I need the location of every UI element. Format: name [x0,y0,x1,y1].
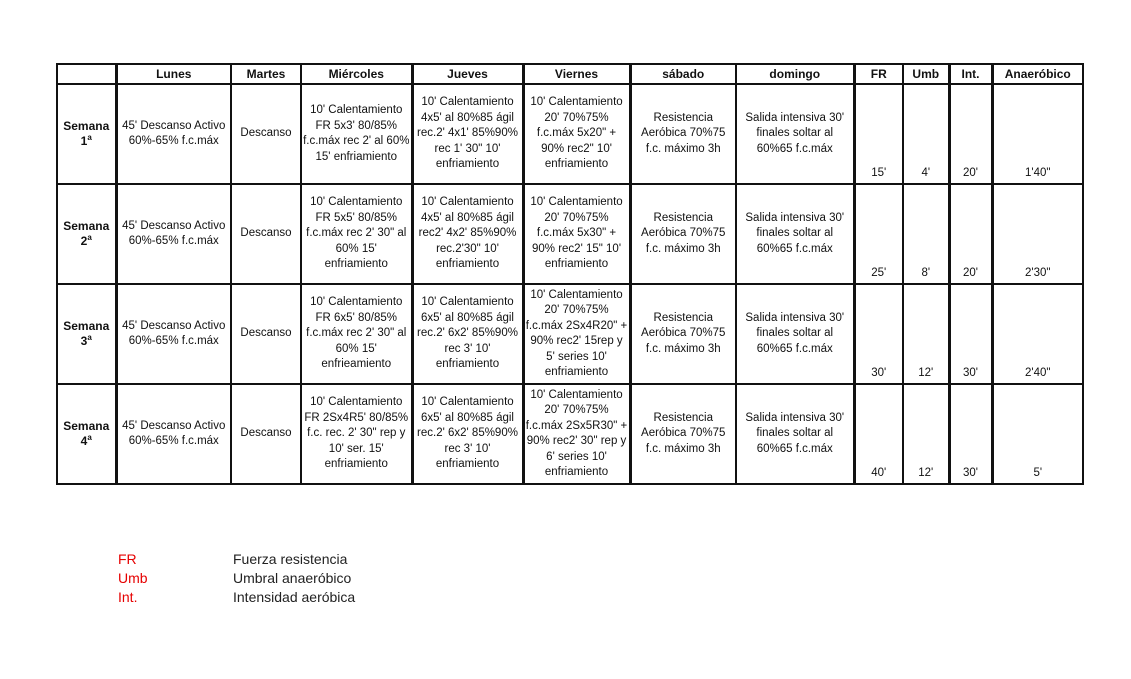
week-label-cell [57,384,116,484]
header-fr: FR [854,64,903,84]
header-jueves: Jueves [412,64,523,84]
table-row [57,84,1083,184]
cell-fr: 25' [854,184,903,284]
cell-martes: Descanso [231,284,301,384]
header-miercoles: Miércoles [301,64,412,84]
training-plan-table [56,63,1084,485]
header-umb: Umb [903,64,949,84]
legend-item [118,569,355,588]
header-corner [57,64,116,84]
header-int: Int. [949,64,992,84]
cell-umb: 12' [903,384,949,484]
cell-jueves: 10' Calentamiento 6x5' al 80%85 ágil rec.2' 6x2' 85%90% rec 3' 10' enfriamiento [412,384,523,484]
cell-domingo: Salida intensiva 30' finales soltar al 60%65 f.c.máx [736,184,854,284]
legend-item [118,550,355,569]
legend-key: Umb [118,570,148,586]
cell-umb: 12' [903,284,949,384]
cell-lunes: 45' Descanso Activo 60%-65% f.c.máx [116,84,231,184]
cell-lunes: 45' Descanso Activo 60%-65% f.c.máx [116,384,231,484]
cell-jueves: 10' Calentamiento 4x5' al 80%85 ágil rec2' 4x2' 85%90% rec.2'30" 10' enfriamiento [412,184,523,284]
cell-umb: 4' [903,84,949,184]
cell-fr: 30' [854,284,903,384]
cell-martes: Descanso [231,84,301,184]
cell-jueves: 10' Calentamiento 4x5' al 80%85 ágil rec.2' 4x1' 85%90% rec 1' 30" 10' enfriamiento [412,84,523,184]
cell-viernes: 10' Calentamiento 20' 70%75% f.c.máx 5x20" + 90% rec2" 10' enfriamiento [523,84,630,184]
cell-int: 20' [949,84,992,184]
legend-key: Int. [118,589,138,605]
cell-int: 30' [949,284,992,384]
legend-value: Fuerza resistencia [233,551,348,567]
week-number: 1 [80,134,88,148]
cell-int: 30' [949,384,992,484]
header-martes: Martes [231,64,301,84]
legend [118,550,355,607]
week-number: 3 [80,334,88,348]
cell-anaerobico: 1'40" [992,84,1083,184]
legend-key: FR [118,551,137,567]
header-domingo: domingo [736,64,854,84]
cell-viernes: 10' Calentamiento 20' 70%75% f.c.máx 5x30" + 90% rec2' 15" 10' enfriamiento [523,184,630,284]
legend-value: Umbral anaeróbico [233,570,352,586]
cell-anaerobico: 2'40" [992,284,1083,384]
cell-viernes: 10' Calentamiento 20' 70%75% f.c.máx 2Sx5R30" + 90% rec2' 30" rep y 6' series 10' enfriamiento [523,384,630,484]
table-row [57,184,1083,284]
week-label-cell [57,184,116,284]
cell-jueves: 10' Calentamiento 6x5' al 80%85 ágil rec.2' 6x2' 85%90% rec 3' 10' enfriamiento [412,284,523,384]
week-label-cell [57,84,116,184]
legend-value: Intensidad aeróbica [233,589,356,605]
week-ordinal: a [87,133,92,142]
header-sabado: sábado [630,64,736,84]
cell-anaerobico: 5' [992,384,1083,484]
week-ordinal: a [87,433,92,442]
cell-viernes: 10' Calentamiento 20' 70%75% f.c.máx 2Sx4R20" + 90% rec2' 15rep y 5' series 10' enfriamiento [523,284,630,384]
legend-item [118,588,355,607]
week-label: Semana [63,119,110,133]
table-row [57,284,1083,384]
week-ordinal: a [87,333,92,342]
cell-miercoles: 10' Calentamiento FR 5x3' 80/85% f.c.máx rec 2' al 60% 15' enfriamiento [301,84,412,184]
cell-fr: 15' [854,84,903,184]
cell-umb: 8' [903,184,949,284]
week-number: 4 [80,434,88,448]
cell-anaerobico: 2'30" [992,184,1083,284]
cell-lunes: 45' Descanso Activo 60%-65% f.c.máx [116,284,231,384]
cell-sabado: Resistencia Aeróbica 70%75 f.c. máximo 3h [630,384,736,484]
cell-sabado: Resistencia Aeróbica 70%75 f.c. máximo 3h [630,284,736,384]
week-label: Semana [63,319,110,333]
cell-martes: Descanso [231,384,301,484]
cell-domingo: Salida intensiva 30' finales soltar al 60%65 f.c.máx [736,384,854,484]
table-row [57,384,1083,484]
cell-sabado: Resistencia Aeróbica 70%75 f.c. máximo 3h [630,84,736,184]
cell-miercoles: 10' Calentamiento FR 2Sx4R5' 80/85% f.c. rec. 2' 30" rep y 10' ser. 15' enfriamiento [301,384,412,484]
header-lunes: Lunes [116,64,231,84]
cell-int: 20' [949,184,992,284]
cell-domingo: Salida intensiva 30' finales soltar al 60%65 f.c.máx [736,284,854,384]
cell-domingo: Salida intensiva 30' finales soltar al 60%65 f.c.máx [736,84,854,184]
cell-sabado: Resistencia Aeróbica 70%75 f.c. máximo 3h [630,184,736,284]
week-label: Semana [63,419,110,433]
week-label-cell [57,284,116,384]
week-ordinal: a [87,233,92,242]
cell-martes: Descanso [231,184,301,284]
week-label: Semana [63,219,110,233]
week-number: 2 [80,234,88,248]
header-row [57,64,1083,84]
cell-fr: 40' [854,384,903,484]
header-viernes: Viernes [523,64,630,84]
header-anaerobico: Anaeróbico [992,64,1083,84]
cell-lunes: 45' Descanso Activo 60%-65% f.c.máx [116,184,231,284]
cell-miercoles: 10' Calentamiento FR 6x5' 80/85% f.c.máx rec 2' 30" al 60% 15' enfrieamiento [301,284,412,384]
cell-miercoles: 10' Calentamiento FR 5x5' 80/85% f.c.máx rec 2' 30" al 60% 15' enfriamiento [301,184,412,284]
